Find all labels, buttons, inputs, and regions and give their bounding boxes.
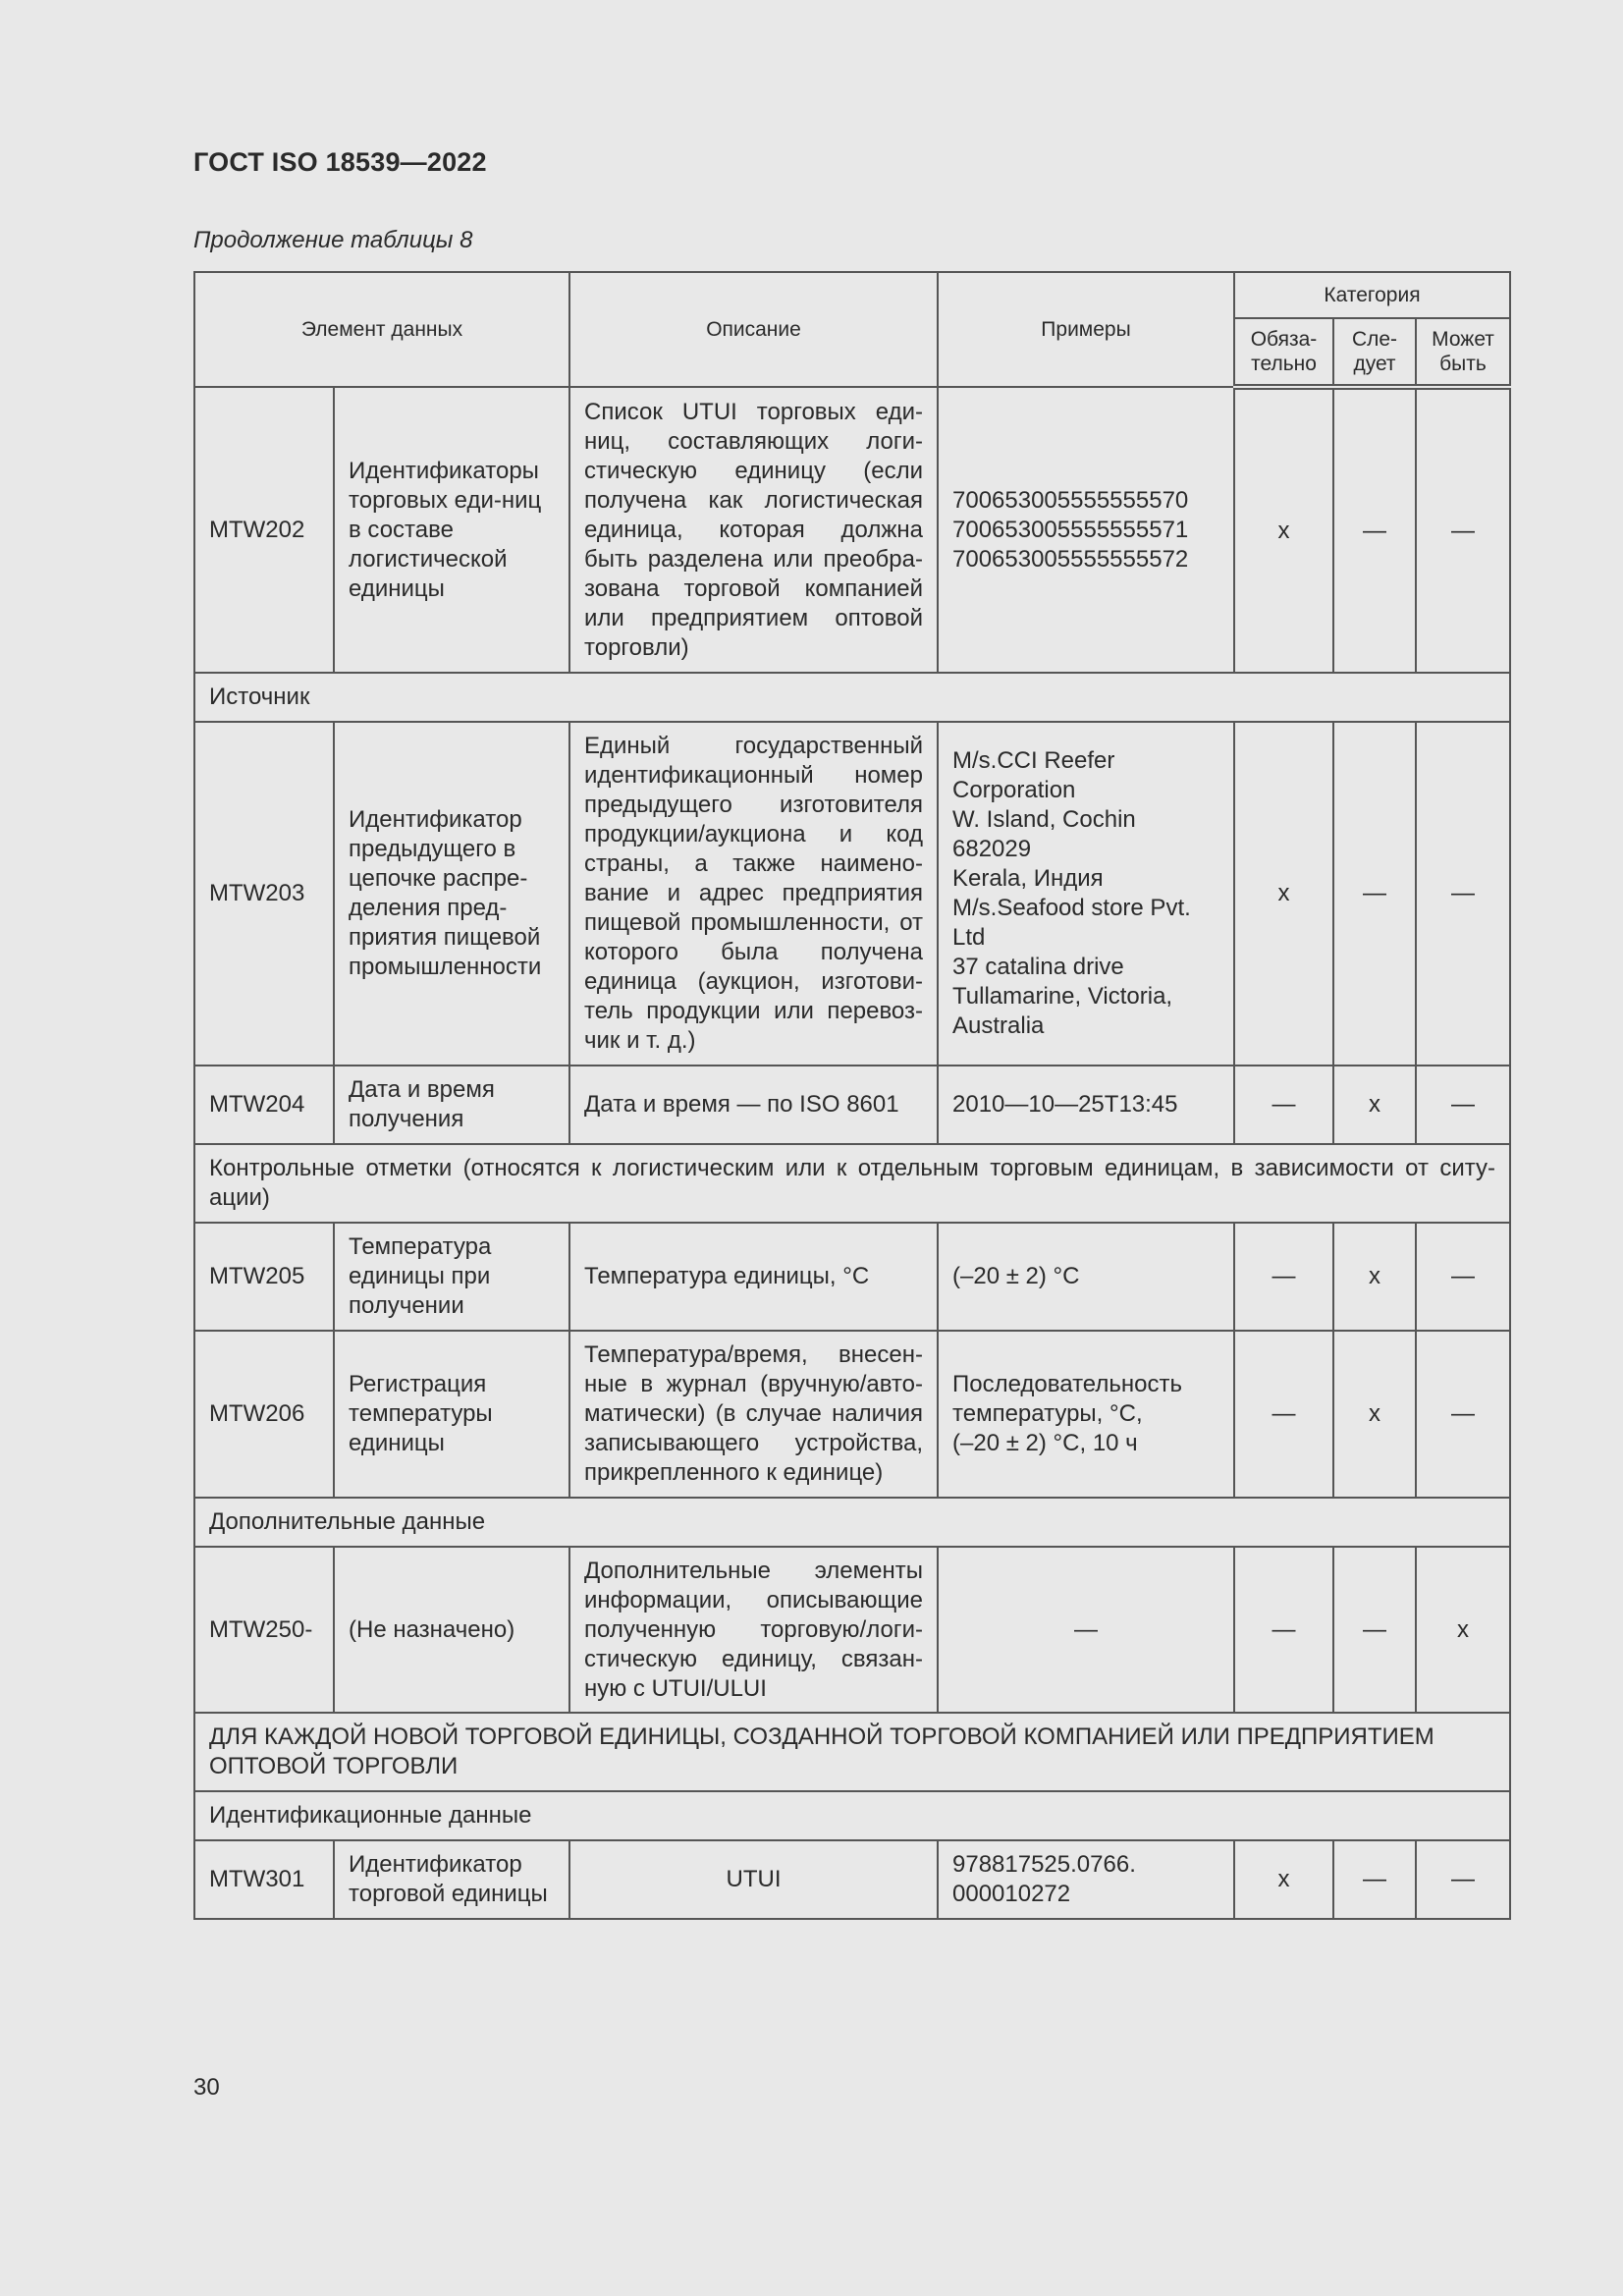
- element-code: MTW250-: [194, 1547, 334, 1713]
- section-row: [194, 673, 1510, 722]
- table-row: [194, 387, 1510, 673]
- category-mandatory: —: [1234, 1547, 1333, 1713]
- section-title: Идентификационные данные: [194, 1791, 1510, 1840]
- element-code: MTW206: [194, 1331, 334, 1498]
- category-may: —: [1416, 1223, 1510, 1331]
- table-row: [194, 722, 1510, 1066]
- element-name: Идентификатор предыдущего в цепочке распре-деления пред-приятия пищевой промышленности: [334, 722, 569, 1066]
- header-may: Может быть: [1416, 318, 1510, 387]
- category-should: —: [1333, 1840, 1416, 1919]
- section-title: Контрольные отметки (относятся к логистическим или к отдельным торговым единицам, в зависимости от ситу-ации): [194, 1144, 1510, 1223]
- data-elements-table: [193, 271, 1511, 1920]
- element-code: MTW204: [194, 1066, 334, 1144]
- element-name: Регистрация температуры единицы: [334, 1331, 569, 1498]
- section-row: [194, 1144, 1510, 1223]
- element-examples: Последовательность температуры, °C, (–20 ± 2) °C, 10 ч: [938, 1331, 1234, 1498]
- section-row: [194, 1791, 1510, 1840]
- element-description: Температура единицы, °C: [569, 1223, 938, 1331]
- element-name: (Не назначено): [334, 1547, 569, 1713]
- table-caption: Продолжение таблицы 8: [193, 227, 473, 253]
- header-category: Категория: [1234, 272, 1510, 318]
- element-name: Идентификатор торговой единицы: [334, 1840, 569, 1919]
- category-should: —: [1333, 387, 1416, 673]
- category-should: x: [1333, 1066, 1416, 1144]
- element-description: Список UTUI торговых еди-ниц, составляющих логи-стическую единицу (если получена как логистическая единица, которая должна быть разделена или преобра-зована торговой компанией или предприятием оптовой торговли): [569, 387, 938, 673]
- category-may: —: [1416, 1840, 1510, 1919]
- element-name: Идентификаторы торговых еди-ниц в составе логистической единицы: [334, 387, 569, 673]
- element-code: MTW203: [194, 722, 334, 1066]
- element-description: Температура/время, внесен-ные в журнал (вручную/авто-матически) (в случае наличия записывающего устройства, прикрепленного к единице): [569, 1331, 938, 1498]
- category-mandatory: —: [1234, 1331, 1333, 1498]
- category-may: —: [1416, 1066, 1510, 1144]
- document-title: ГОСТ ISO 18539—2022: [193, 147, 487, 177]
- element-name: Температура единицы при получении: [334, 1223, 569, 1331]
- element-code: MTW205: [194, 1223, 334, 1331]
- category-may: —: [1416, 387, 1510, 673]
- section-row: [194, 1498, 1510, 1547]
- category-mandatory: x: [1234, 722, 1333, 1066]
- category-mandatory: —: [1234, 1066, 1333, 1144]
- element-examples: (–20 ± 2) °C: [938, 1223, 1234, 1331]
- section-title: Дополнительные данные: [194, 1498, 1510, 1547]
- element-name: Дата и время получения: [334, 1066, 569, 1144]
- table-row: [194, 1547, 1510, 1713]
- table-row: [194, 1066, 1510, 1144]
- category-may: —: [1416, 722, 1510, 1066]
- header-element: Элемент данных: [194, 272, 569, 387]
- element-code: MTW202: [194, 387, 334, 673]
- element-description: UTUI: [569, 1840, 938, 1919]
- table-row: [194, 1331, 1510, 1498]
- element-description: Дата и время — по ISO 8601: [569, 1066, 938, 1144]
- category-should: x: [1333, 1223, 1416, 1331]
- element-description: Единый государственный идентификационный номер предыдущего изготовителя продукции/аукциона и код страны, а также наимено-вание и адрес предприятия пищевой промышленности, от которого была получена единица (аукцион, изготови-тель продукции или перевоз-чик и т. д.): [569, 722, 938, 1066]
- category-mandatory: —: [1234, 1223, 1333, 1331]
- element-code: MTW301: [194, 1840, 334, 1919]
- header-should: Сле- дует: [1333, 318, 1416, 387]
- category-may: —: [1416, 1331, 1510, 1498]
- page-number: 30: [193, 2074, 220, 2101]
- section-title: Источник: [194, 673, 1510, 722]
- table-row: [194, 1223, 1510, 1331]
- category-may: x: [1416, 1547, 1510, 1713]
- element-examples: 700653005555555570 700653005555555571 700653005555555572: [938, 387, 1234, 673]
- table-row: [194, 1840, 1510, 1919]
- category-should: —: [1333, 722, 1416, 1066]
- element-description: Дополнительные элементы информации, описывающие полученную торговую/логи-стическую единицу, связан-ную с UTUI/ULUI: [569, 1547, 938, 1713]
- category-should: x: [1333, 1331, 1416, 1498]
- header-examples: Примеры: [938, 272, 1234, 387]
- category-mandatory: x: [1234, 1840, 1333, 1919]
- element-examples: 2010—10—25T13:45: [938, 1066, 1234, 1144]
- element-examples: 978817525.0766. 000010272: [938, 1840, 1234, 1919]
- element-examples: M/s.CCI Reefer Corporation W. Island, Cochin 682029 Kerala, Индия M/s.Seafood store Pvt. Ltd 37 catalina drive Tullamarine, Victoria, Australia: [938, 722, 1234, 1066]
- section-row: [194, 1713, 1510, 1791]
- category-mandatory: x: [1234, 387, 1333, 673]
- section-title: ДЛЯ КАЖДОЙ НОВОЙ ТОРГОВОЙ ЕДИНИЦЫ, СОЗДАННОЙ ТОРГОВОЙ КОМПАНИЕЙ ИЛИ ПРЕДПРИЯТИЕМ ОПТОВОЙ ТОРГОВЛИ: [194, 1713, 1510, 1791]
- element-examples: —: [938, 1547, 1234, 1713]
- header-description: Описание: [569, 272, 938, 387]
- category-should: —: [1333, 1547, 1416, 1713]
- header-mandatory: Обяза- тельно: [1234, 318, 1333, 387]
